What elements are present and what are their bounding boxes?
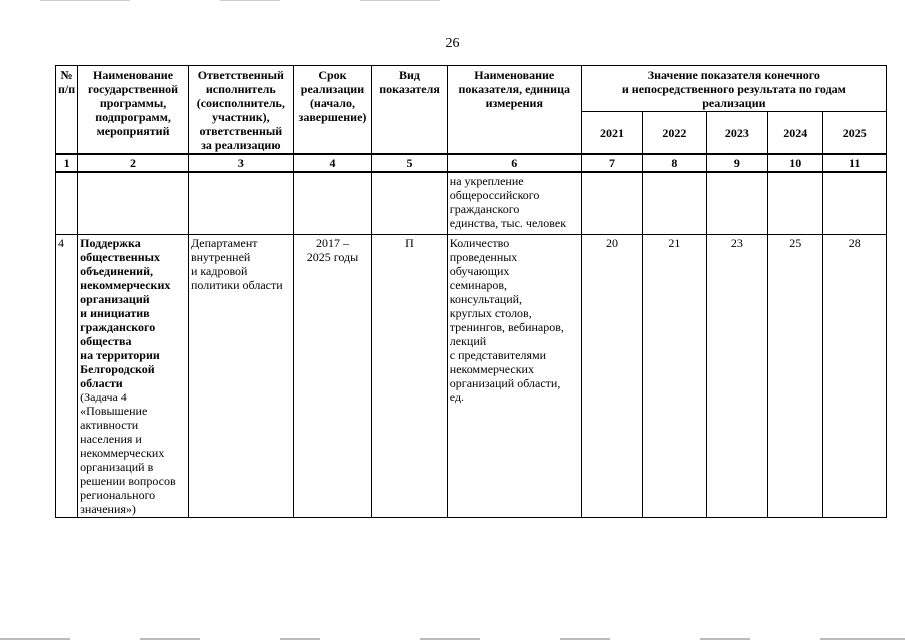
scan-edge-top — [220, 0, 280, 1]
column-number: 11 — [823, 154, 887, 172]
column-number: 4 — [293, 154, 372, 172]
column-number: 9 — [706, 154, 767, 172]
row-number: 4 — [56, 234, 78, 517]
responsible-cell — [188, 172, 293, 234]
column-number-row — [56, 154, 887, 172]
table-row — [56, 172, 887, 234]
header-period: Срок реализации (начало, завершение) — [293, 66, 372, 155]
header-indicator-type: Вид показателя — [372, 66, 448, 155]
column-number: 3 — [188, 154, 293, 172]
column-number: 5 — [372, 154, 448, 172]
header-year: 2021 — [581, 112, 642, 155]
value-cell: 28 — [823, 234, 887, 517]
value-cell — [823, 172, 887, 234]
scan-edge-top — [40, 0, 130, 1]
header-row-number: № п/п — [56, 66, 78, 155]
program-name-cell — [78, 234, 189, 517]
indicator-name-cell: на укрепление общероссийского гражданского единства, тыс. человек — [447, 172, 581, 234]
value-cell: 21 — [643, 234, 706, 517]
value-cell — [581, 172, 642, 234]
header-year: 2023 — [706, 112, 767, 155]
column-number: 2 — [78, 154, 189, 172]
header-values-group: Значение показателя конечного и непосредственного результата по годам реализации — [581, 66, 886, 112]
program-name-plain: (Задача 4 «Повышение активности населения и некоммерческих организаций в решении вопросов регионального значения») — [80, 389, 176, 516]
responsible-cell: Департамент внутренней и кадровой политики области — [188, 234, 293, 517]
program-name-bold: Поддержка общественных объединений, некоммерческих организаций и инициатив гражданского общества на территории Белгородской области — [80, 235, 171, 390]
header-year: 2022 — [643, 112, 706, 155]
value-cell: 25 — [768, 234, 823, 517]
scan-edge-top — [360, 0, 440, 1]
column-number: 6 — [447, 154, 581, 172]
value-cell — [706, 172, 767, 234]
indicator-name-cell: Количество проведенных обучающих семинаров, консультаций, круглых столов, тренингов, вебинаров, лекций с представителями некоммерческих организаций области, ед. — [447, 234, 581, 517]
period-cell: 2017 – 2025 годы — [293, 234, 372, 517]
value-cell — [643, 172, 706, 234]
column-number: 10 — [768, 154, 823, 172]
indicator-table — [55, 65, 887, 518]
value-cell — [768, 172, 823, 234]
period-cell — [293, 172, 372, 234]
header-year: 2024 — [768, 112, 823, 155]
column-number: 1 — [56, 154, 78, 172]
table-row — [56, 234, 887, 517]
column-number: 8 — [643, 154, 706, 172]
program-name-cell — [78, 172, 189, 234]
header-year: 2025 — [823, 112, 887, 155]
value-cell: 23 — [706, 234, 767, 517]
value-cell: 20 — [581, 234, 642, 517]
indicator-type-cell — [372, 172, 448, 234]
header-program-name: Наименование государственной программы, подпрограмм, мероприятий — [78, 66, 189, 155]
indicator-type-cell: П — [372, 234, 448, 517]
header-responsible: Ответственный исполнитель (соисполнитель, участник), ответственный за реализацию — [188, 66, 293, 155]
row-number — [56, 172, 78, 234]
page-number: 26 — [445, 36, 460, 51]
header-indicator-name: Наименование показателя, единица измерения — [447, 66, 581, 155]
column-number: 7 — [581, 154, 642, 172]
